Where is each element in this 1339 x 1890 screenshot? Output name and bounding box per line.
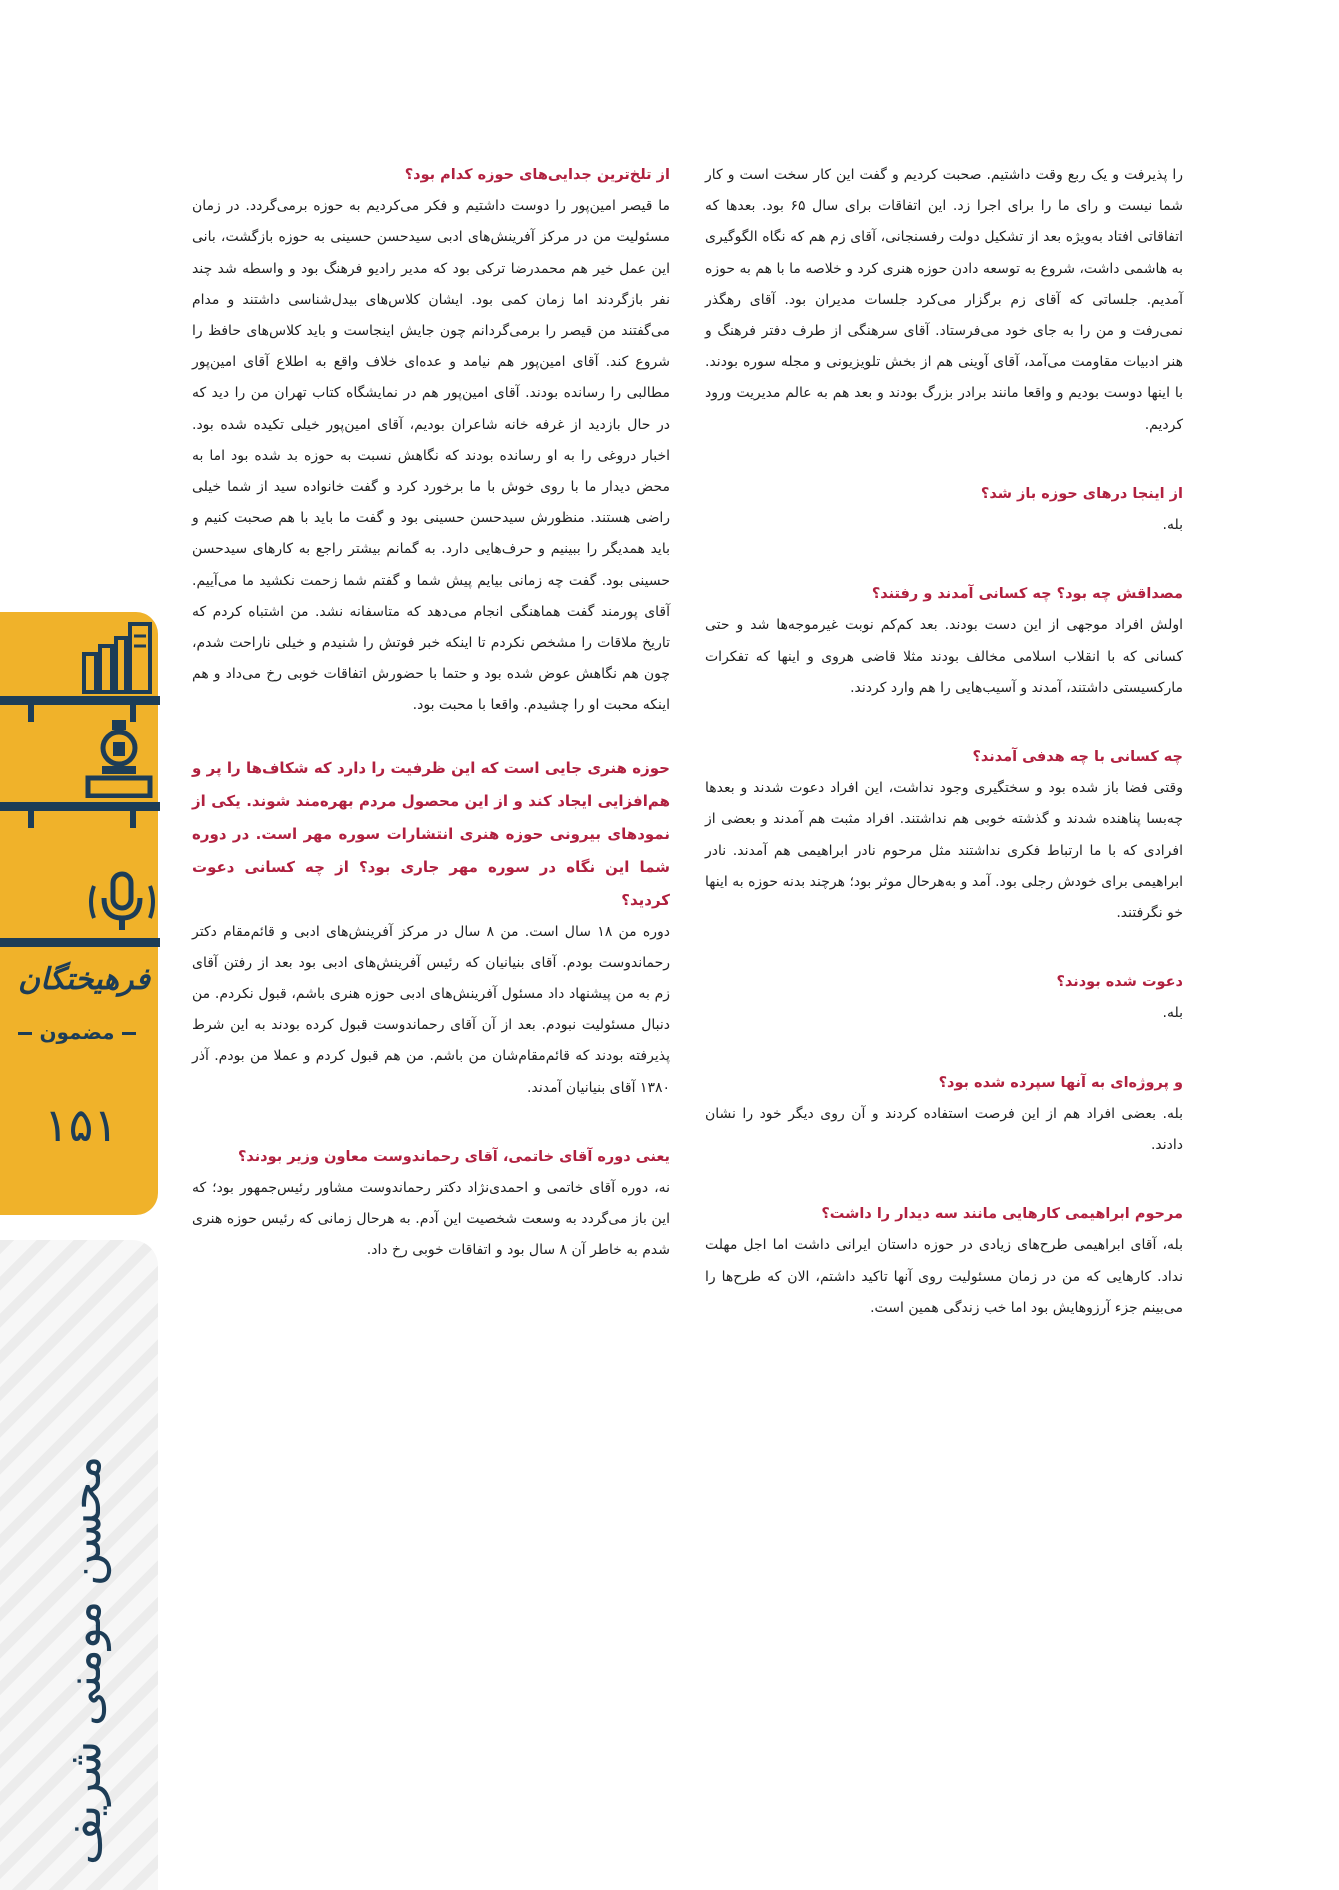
trophy-icon (84, 718, 154, 798)
left-text-column (192, 160, 670, 1267)
interview-question: از اینجا درهای حوزه باز شد؟ (980, 485, 1183, 502)
right-text-column (705, 160, 1183, 1324)
interview-question: مرحوم ابراهیمی کارهایی مانند سه دیدار را داشت؟ (821, 1206, 1183, 1223)
interview-question: چه کسانی با چه هدفی آمدند؟ (972, 749, 1183, 766)
podcast-microphone-icon (86, 866, 158, 936)
brand-logo: فرهیختگان (18, 962, 150, 997)
answer-paragraph: بله، آقای ابراهیمی طرح‌های زیادی در حوزه داستان ایرانی داشت اما اجل مهلت نداد. کارهایی که من در زمان مسئولیت روی آنها تاکید داشتم، الان که طرح‌ها را می‌بینم جزء آرزوهایش بود اما خب زندگی همین است. (705, 1237, 1183, 1316)
answer-paragraph: دوره من ۱۸ سال است. من ۸ سال در مرکز آفرینش‌های ادبی و قائم‌مقام دکتر رحماندوست بودم. آقای بنیانیان که رئیس آفرینش‌های ادبی بود بعد از رفتن آقای زم به من پیشنهاد داد مسئول آفرینش‌های ادبی حوزه هنری باشم، قبول نکردم. من دنبال مسئولیت نبودم. بعد از آن آقای رحماندوست قبول کرده بودند به این شرط پذیرفته بودند که قائم‌مقام‌شان من باشم. من هم قبول کردم و عملا من بودم. آذر ۱۳۸۰ آقای بنیانیان آمدند. (192, 923, 670, 1096)
answer-paragraph: بله. بعضی افراد هم از این فرصت استفاده کردند و آن روی دیگر خود را نشان دادند. (705, 1105, 1183, 1154)
page-number: ۱۵۱ (43, 1098, 119, 1152)
shelf-1 (0, 696, 160, 705)
books-shelf-icon (76, 616, 156, 694)
shelf-2-leg (28, 808, 34, 828)
brand-subtitle: مضمون (22, 1020, 132, 1046)
side-stripe-band (0, 1240, 158, 1890)
shelf-1-leg (28, 702, 34, 722)
answer-paragraph: وقتی فضا باز شده بود و سختگیری وجود نداشت، این افراد دعوت شدند و بعدها چه‌بسا پناهنده شدند و گذشته خوبی هم نداشتند. افراد مثبت هم آمدند و بعضی از افرادی که با ما ارتباط فکری نداشتند مثل مرحوم نادر ابراهیمی هم آمدند. نادر ابراهیمی برای خودش رجلی بود. آمد و به‌هرحال موثر بود؛ هرچند بدنه حوزه به اینها خو نگرفتند. (705, 780, 1183, 922)
shelf-2-leg (130, 808, 136, 828)
shelf-2 (0, 802, 160, 811)
author-name: محسن مومنی شریف (57, 1455, 111, 1865)
interview-question: یعنی دوره آقای خاتمی، آقای رحماندوست معاون وزیر بودند؟ (237, 1148, 670, 1165)
answer-paragraph: ما قیصر امین‌پور را دوست داشتیم و فکر می‌کردیم به حوزه برمی‌گردد. در زمان مسئولیت من در مرکز آفرینش‌های ادبی سیدحسن حسینی به حوزه بازگشت، بانی این عمل خیر هم محمدرضا ترکی بود که مدیر رادیو فرهنگ بود و واسطه شد چند نفر بازگردند اما زمان کمی بود. ایشان کلاس‌های بیدل‌شناسی داشتند و مدام می‌گفتند من قیصر را برمی‌گردانم چون جایش اینجاست و باید کلاس‌های حافظ را شروع کند. آقای امین‌پور هم نیامد و عده‌ای خلاف واقع به اطلاع آقای امین‌پور مطالبی را رسانده بودند. آقای امین‌پور هم در نمایشگاه کتاب تهران من را دید که در حال بازدید از غرفه خانه شاعران بودیم، آقای امین‌پور خیلی تکیده شده بود. اخبار دروغی را به او رسانده بودند که نگاهش نسبت به حوزه بد شده بود اما به محض دیدار ما با روی خوش با ما برخورد کرد و گفت خانواده سید از شما خیلی راضی هستند. منظورش سیدحسن حسینی بود و گفت ما باید با هم صحبت کنیم و باید همدیگر را ببینیم و حرف‌هایی دارد. به گمانم بیشتر راجع به کارهای سیدحسن حسینی بود. گفت چه زمانی بیایم پیش شما و گفتم شما زحمت نکشید ما می‌آییم. آقای پورمند گفت هماهنگی انجام می‌دهد که متاسفانه نشد. من اشتباه کردم که تاریخ ملاقات را مشخص نکردم تا اینکه خبر فوتش را شنیدم و خیلی ناراحت شدم، چون هم نگاهش عوض شده بود و حتما با حضورش اتفاقات خوبی رخ می‌داد و هم اینکه محبت او را چشیدم. واقعا با محبت بود. (192, 198, 670, 714)
answer-paragraph: نه، دوره آقای خاتمی و احمدی‌نژاد دکتر رحماندوست مشاور رئیس‌جمهور بود؛ که این باز می‌گردد به وسعت شخصیت این آدم. به هرحال زمانی که رئیس حوزه هنری شدم به خاطر آن ۸ سال بود و اتفاقات خوبی رخ داد. (192, 1180, 670, 1259)
answer-paragraph: اولش افراد موجهی از این دست بودند. بعد کم‌کم نوبت غیرموجه‌ها شد و حتی کسانی که با انقلاب اسلامی مخالف بودند مثلا قاضی هروی و اینها که تفکرات مارکسیستی داشتند، آمدند و آسیب‌هایی را هم وارد کردند. (705, 617, 1183, 696)
shelf-3 (0, 938, 160, 947)
lead-question: حوزه هنری جایی است که این ظرفیت را دارد که شکاف‌ها را پر و هم‌افزایی ایجاد کند و از این محصول مردم بهره‌مند شوند. یکی از نمودهای بیرونی حوزه هنری انتشارات سوره مهر است. در دوره شما این نگاه در سوره مهر جاری بود؟ از چه کسانی دعوت کردید؟ (192, 758, 670, 909)
answer-paragraph: بله. (1162, 1005, 1183, 1022)
interview-question: از تلخ‌ترین جدایی‌های حوزه کدام بود؟ (404, 167, 670, 183)
answer-paragraph: را پذیرفت و یک ربع وقت داشتیم. صحبت کردیم و گفت این کار سخت است و کار شما نیست و رای ما را برای اجرا زد. این اتفاقات برای سال ۶۵ بود. بعدها که اتفاقاتی افتاد به‌ویژه بعد از تشکیل دولت رفسنجانی، آقای زم هم که نگاه الگوگیری به هاشمی داشت، شروع به توسعه دادن حوزه هنری کرد و خلاصه ما با هم به حوزه آمدیم. جلساتی که آقای زم برگزار می‌کرد جلسات مدیران بود. آقای رهگذر نمی‌رفت و من را به جای خود می‌فرستاد. آقای سرهنگی از طرف دفتر فرهنگ و هنر ادبیات مقاومت می‌آمد، آقای آوینی هم از بخش تلویزیونی و مجله سوره بودند. با اینها دوست بودیم و واقعا مانند برادر بزرگ بودند و بعد هم به عالم مدیریت ورود کردیم. (705, 167, 1184, 433)
interview-question: مصداقش چه بود؟ چه کسانی آمدند و رفتند؟ (871, 586, 1183, 603)
interview-question: و پروژه‌ای به آنها سپرده شده بود؟ (938, 1074, 1183, 1091)
answer-paragraph: بله. (1162, 517, 1183, 534)
interview-question: دعوت شده بودند؟ (1056, 974, 1183, 991)
